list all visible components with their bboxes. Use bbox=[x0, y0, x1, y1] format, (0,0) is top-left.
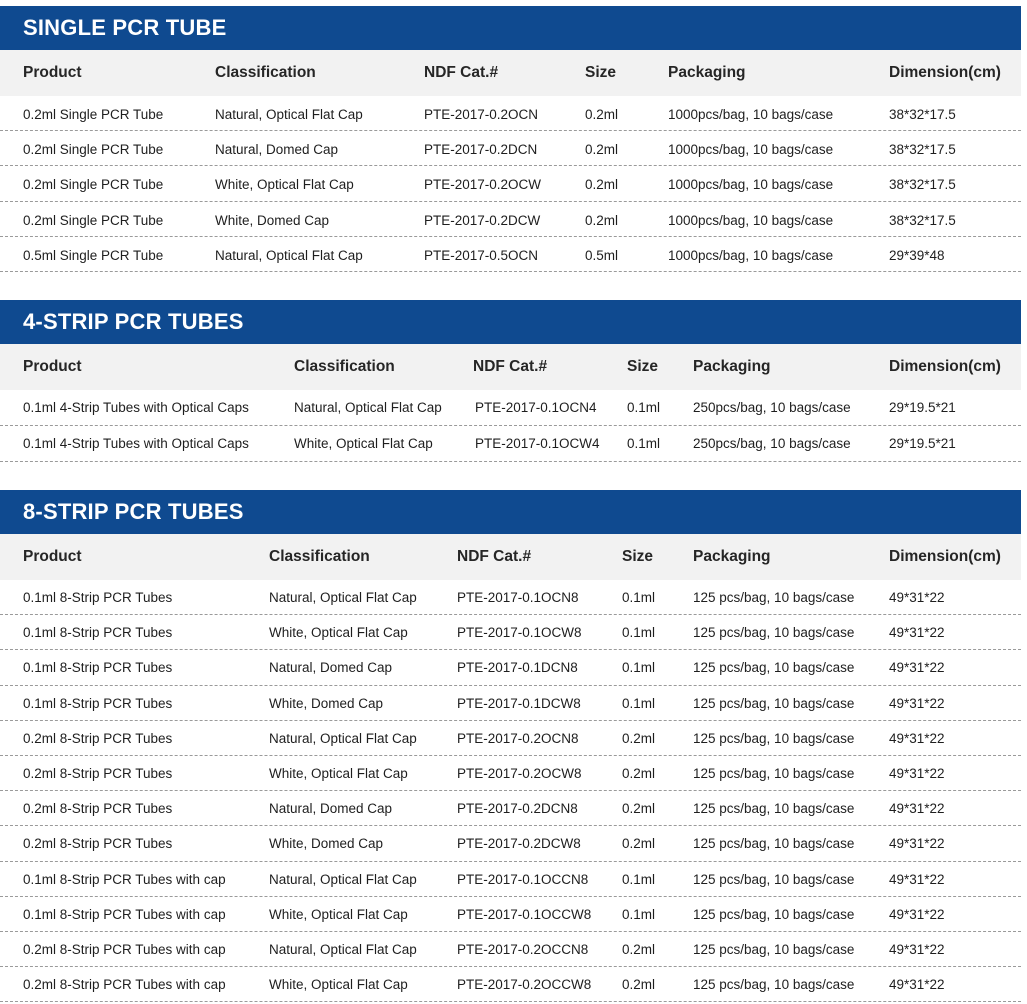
cell-packaging: 125 pcs/bag, 10 bags/case bbox=[693, 625, 855, 641]
cell-classification: White, Optical Flat Cap bbox=[269, 977, 408, 993]
cell-cat-number: PTE-2017-0.1DCN8 bbox=[457, 660, 578, 676]
header-size: Size bbox=[585, 64, 617, 81]
cell-dimension: 38*32*17.5 bbox=[889, 142, 956, 158]
cell-packaging: 1000pcs/bag, 10 bags/case bbox=[668, 142, 834, 158]
header-cat-number: NDF Cat.# bbox=[473, 358, 548, 375]
cell-packaging: 125 pcs/bag, 10 bags/case bbox=[693, 695, 855, 711]
cell-classification: Natural, Domed Cap bbox=[269, 801, 393, 817]
cell-cat-number: PTE-2017-0.1DCW8 bbox=[457, 695, 581, 711]
cell-classification: White, Domed Cap bbox=[215, 212, 330, 228]
table-row bbox=[0, 580, 1021, 615]
cell-packaging: 125 pcs/bag, 10 bags/case bbox=[693, 801, 855, 817]
cell-packaging: 125 pcs/bag, 10 bags/case bbox=[693, 871, 855, 887]
table-row bbox=[0, 826, 1021, 861]
cell-size: 0.2ml bbox=[622, 765, 656, 781]
cell-cat-number: PTE-2017-0.2DCN8 bbox=[457, 801, 578, 817]
cell-packaging: 1000pcs/bag, 10 bags/case bbox=[668, 247, 834, 263]
cell-classification: Natural, Optical Flat Cap bbox=[269, 590, 417, 605]
cell-product: 0.1ml 8-Strip PCR Tubes bbox=[23, 660, 173, 676]
header-packaging: Packaging bbox=[693, 548, 771, 565]
cell-dimension: 38*32*17.5 bbox=[889, 177, 956, 193]
cell-cat-number: PTE-2017-0.1OCN8 bbox=[457, 590, 579, 605]
cell-classification: White, Optical Flat Cap bbox=[269, 765, 408, 781]
cell-classification: Natural, Optical Flat Cap bbox=[215, 107, 363, 122]
cell-product: 0.2ml Single PCR Tube bbox=[23, 177, 164, 193]
cell-size: 0.1ml bbox=[622, 590, 656, 605]
cell-product: 0.5ml Single PCR Tube bbox=[23, 247, 164, 263]
table-row bbox=[0, 96, 1021, 131]
cell-dimension: 29*19.5*21 bbox=[889, 436, 956, 451]
table-row bbox=[0, 202, 1021, 237]
cell-product: 0.2ml 8-Strip PCR Tubes bbox=[23, 765, 173, 781]
cell-cat-number: PTE-2017-0.2OCW8 bbox=[457, 765, 582, 781]
header-product: Product bbox=[23, 64, 82, 81]
table-row bbox=[0, 967, 1021, 1002]
cell-product: 0.1ml 8-Strip PCR Tubes bbox=[23, 625, 173, 641]
cell-product: 0.2ml Single PCR Tube bbox=[23, 142, 164, 158]
cell-size: 0.1ml bbox=[622, 625, 656, 641]
header-classification: Classification bbox=[269, 548, 370, 565]
cell-dimension: 49*31*22 bbox=[889, 977, 945, 993]
cell-classification: Natural, Domed Cap bbox=[269, 660, 393, 676]
table-row bbox=[0, 166, 1021, 201]
cell-size: 0.2ml bbox=[622, 977, 656, 993]
header-size: Size bbox=[627, 358, 659, 375]
header-packaging: Packaging bbox=[693, 358, 771, 375]
cell-dimension: 49*31*22 bbox=[889, 730, 945, 746]
cell-product: 0.1ml 8-Strip PCR Tubes with cap bbox=[23, 906, 226, 922]
table-row bbox=[0, 426, 1021, 462]
cell-product: 0.2ml 8-Strip PCR Tubes bbox=[23, 836, 173, 852]
cell-product: 0.1ml 8-Strip PCR Tubes with cap bbox=[23, 871, 226, 887]
table-row bbox=[0, 131, 1021, 166]
table-row bbox=[0, 615, 1021, 650]
cell-dimension: 49*31*22 bbox=[889, 836, 945, 852]
cell-size: 0.5ml bbox=[585, 247, 619, 263]
cell-cat-number: PTE-2017-0.2OCCN8 bbox=[457, 941, 589, 957]
cell-size: 0.2ml bbox=[622, 941, 656, 957]
cell-dimension: 49*31*22 bbox=[889, 660, 945, 676]
table-header bbox=[0, 344, 1021, 390]
cell-size: 0.1ml bbox=[622, 871, 656, 887]
cell-dimension: 38*32*17.5 bbox=[889, 212, 956, 228]
cell-packaging: 125 pcs/bag, 10 bags/case bbox=[693, 730, 855, 746]
cell-size: 0.2ml bbox=[585, 107, 619, 122]
cell-product: 0.1ml 8-Strip PCR Tubes bbox=[23, 695, 173, 711]
table-row bbox=[0, 932, 1021, 967]
cell-cat-number: PTE-2017-0.1OCW8 bbox=[457, 625, 582, 641]
table-header bbox=[0, 534, 1021, 580]
cell-classification: White, Optical Flat Cap bbox=[215, 177, 354, 193]
cell-product: 0.2ml 8-Strip PCR Tubes with cap bbox=[23, 977, 226, 993]
cell-dimension: 38*32*17.5 bbox=[889, 107, 956, 122]
cell-dimension: 29*19.5*21 bbox=[889, 400, 956, 415]
cell-dimension: 49*31*22 bbox=[889, 801, 945, 817]
header-size: Size bbox=[622, 548, 654, 565]
cell-dimension: 49*31*22 bbox=[889, 871, 945, 887]
cell-classification: Natural, Optical Flat Cap bbox=[269, 730, 417, 746]
cell-classification: White, Optical Flat Cap bbox=[269, 625, 408, 641]
cell-cat-number: PTE-2017-0.2OCN bbox=[424, 107, 539, 122]
cell-size: 0.2ml bbox=[622, 730, 656, 746]
cell-classification: White, Optical Flat Cap bbox=[269, 906, 408, 922]
table-row bbox=[0, 721, 1021, 756]
cell-dimension: 49*31*22 bbox=[889, 625, 945, 641]
header-classification: Classification bbox=[294, 358, 395, 375]
cell-size: 0.1ml bbox=[622, 660, 656, 676]
cell-dimension: 49*31*22 bbox=[889, 941, 945, 957]
cell-classification: Natural, Optical Flat Cap bbox=[294, 400, 442, 415]
cell-cat-number: PTE-2017-0.2DCW8 bbox=[457, 836, 581, 852]
table-row bbox=[0, 650, 1021, 685]
table-header bbox=[0, 50, 1021, 96]
table-row bbox=[0, 756, 1021, 791]
cell-product: 0.1ml 4-Strip Tubes with Optical Caps bbox=[23, 400, 249, 415]
table-row bbox=[0, 791, 1021, 826]
cell-dimension: 49*31*22 bbox=[889, 906, 945, 922]
cell-cat-number: PTE-2017-0.5OCN bbox=[424, 247, 539, 263]
single-pcr-tube-section bbox=[0, 6, 1021, 272]
section-title: 8-STRIP PCR TUBES bbox=[0, 490, 1021, 534]
cell-packaging: 125 pcs/bag, 10 bags/case bbox=[693, 765, 855, 781]
cell-size: 0.2ml bbox=[622, 801, 656, 817]
header-dimension: Dimension(cm) bbox=[889, 548, 1001, 565]
cell-size: 0.1ml bbox=[622, 906, 656, 922]
header-dimension: Dimension(cm) bbox=[889, 358, 1001, 375]
table-row bbox=[0, 897, 1021, 932]
header-dimension: Dimension(cm) bbox=[889, 64, 1001, 81]
cell-packaging: 125 pcs/bag, 10 bags/case bbox=[693, 590, 855, 605]
cell-size: 0.1ml bbox=[627, 400, 661, 415]
cell-packaging: 125 pcs/bag, 10 bags/case bbox=[693, 660, 855, 676]
cell-packaging: 125 pcs/bag, 10 bags/case bbox=[693, 906, 855, 922]
cell-classification: Natural, Optical Flat Cap bbox=[215, 247, 363, 263]
cell-packaging: 1000pcs/bag, 10 bags/case bbox=[668, 212, 834, 228]
table-row bbox=[0, 686, 1021, 721]
cell-size: 0.2ml bbox=[585, 142, 619, 158]
cell-dimension: 29*39*48 bbox=[889, 247, 945, 263]
cell-product: 0.2ml 8-Strip PCR Tubes with cap bbox=[23, 941, 226, 957]
cell-packaging: 250pcs/bag, 10 bags/case bbox=[693, 400, 851, 415]
header-cat-number: NDF Cat.# bbox=[457, 548, 532, 565]
four-strip-pcr-tubes-section bbox=[0, 300, 1021, 462]
cell-cat-number: PTE-2017-0.2DCW bbox=[424, 212, 541, 228]
cell-size: 0.1ml bbox=[622, 695, 656, 711]
cell-product: 0.2ml Single PCR Tube bbox=[23, 107, 164, 122]
cell-classification: Natural, Optical Flat Cap bbox=[269, 871, 417, 887]
section-title: 4-STRIP PCR TUBES bbox=[0, 300, 1021, 344]
eight-strip-pcr-tubes-section bbox=[0, 490, 1021, 1002]
header-packaging: Packaging bbox=[668, 64, 746, 81]
cell-classification: Natural, Domed Cap bbox=[215, 142, 339, 158]
cell-size: 0.2ml bbox=[585, 177, 619, 193]
cell-classification: White, Domed Cap bbox=[269, 695, 384, 711]
cell-cat-number: PTE-2017-0.2DCN bbox=[424, 142, 538, 158]
cell-product: 0.1ml 8-Strip PCR Tubes bbox=[23, 590, 173, 605]
cell-size: 0.2ml bbox=[585, 212, 619, 228]
cell-size: 0.2ml bbox=[622, 836, 656, 852]
table-row bbox=[0, 237, 1021, 272]
cell-packaging: 250pcs/bag, 10 bags/case bbox=[693, 436, 851, 451]
cell-cat-number: PTE-2017-0.2OCN8 bbox=[457, 730, 579, 746]
cell-packaging: 125 pcs/bag, 10 bags/case bbox=[693, 941, 855, 957]
cell-product: 0.1ml 4-Strip Tubes with Optical Caps bbox=[23, 436, 249, 451]
table-row bbox=[0, 390, 1021, 426]
cell-cat-number: PTE-2017-0.1OCCN8 bbox=[457, 871, 589, 887]
cell-packaging: 1000pcs/bag, 10 bags/case bbox=[668, 107, 834, 122]
cell-product: 0.2ml 8-Strip PCR Tubes bbox=[23, 730, 173, 746]
cell-product: 0.2ml Single PCR Tube bbox=[23, 212, 164, 228]
cell-cat-number: PTE-2017-0.2OCCW8 bbox=[457, 977, 592, 993]
header-cat-number: NDF Cat.# bbox=[424, 64, 499, 81]
section-title: SINGLE PCR TUBE bbox=[0, 6, 1021, 50]
cell-classification: White, Optical Flat Cap bbox=[294, 436, 433, 451]
table-row bbox=[0, 862, 1021, 897]
header-classification: Classification bbox=[215, 64, 316, 81]
cell-packaging: 1000pcs/bag, 10 bags/case bbox=[668, 177, 834, 193]
cell-classification: Natural, Optical Flat Cap bbox=[269, 941, 417, 957]
cell-packaging: 125 pcs/bag, 10 bags/case bbox=[693, 977, 855, 993]
cell-product: 0.2ml 8-Strip PCR Tubes bbox=[23, 801, 173, 817]
cell-cat-number: PTE-2017-0.1OCCW8 bbox=[457, 906, 592, 922]
cell-size: 0.1ml bbox=[627, 436, 661, 451]
cell-dimension: 49*31*22 bbox=[889, 695, 945, 711]
cell-classification: White, Domed Cap bbox=[269, 836, 384, 852]
header-product: Product bbox=[23, 358, 82, 375]
header-product: Product bbox=[23, 548, 82, 565]
cell-dimension: 49*31*22 bbox=[889, 765, 945, 781]
cell-cat-number: PTE-2017-0.1OCN4 bbox=[475, 400, 597, 415]
cell-packaging: 125 pcs/bag, 10 bags/case bbox=[693, 836, 855, 852]
cell-dimension: 49*31*22 bbox=[889, 590, 945, 605]
cell-cat-number: PTE-2017-0.2OCW bbox=[424, 177, 542, 193]
cell-cat-number: PTE-2017-0.1OCW4 bbox=[475, 436, 600, 451]
